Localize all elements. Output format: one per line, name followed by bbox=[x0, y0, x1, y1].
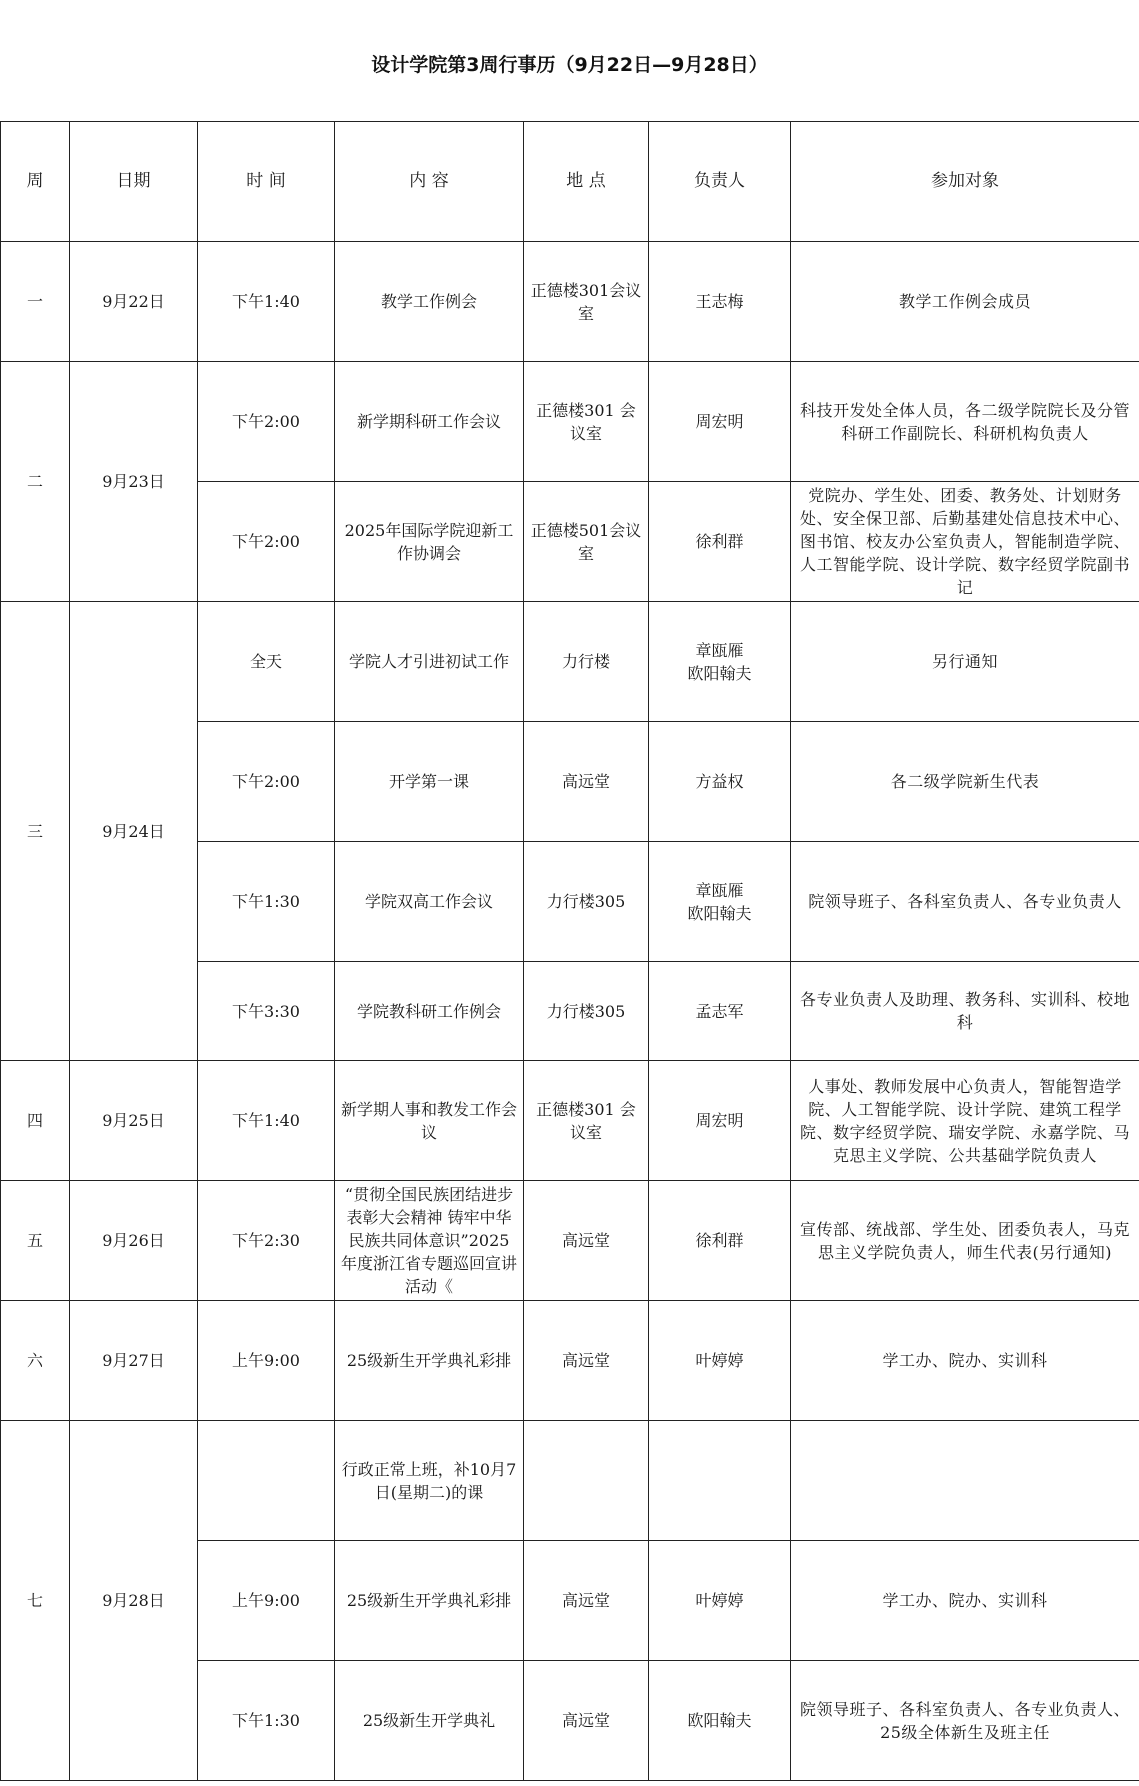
table-row bbox=[1, 362, 1139, 482]
time-cell: 下午2:30 bbox=[198, 1181, 335, 1301]
attendees-cell bbox=[791, 1421, 1139, 1541]
time-cell: 下午1:40 bbox=[198, 242, 335, 362]
place-cell: 高远堂 bbox=[524, 1661, 649, 1781]
attendees-cell: 院领导班子、各科室负责人、各专业负责人 bbox=[791, 842, 1139, 962]
date-cell: 9月26日 bbox=[70, 1181, 198, 1301]
owner-cell: 章瓯雁 欧阳翰夫 bbox=[649, 842, 791, 962]
week-cell: 二 bbox=[1, 362, 70, 602]
time-cell: 下午2:00 bbox=[198, 722, 335, 842]
table-row bbox=[1, 602, 1139, 722]
week-cell: 三 bbox=[1, 602, 70, 1061]
table-row bbox=[1, 1301, 1139, 1421]
week-cell: 一 bbox=[1, 242, 70, 362]
time-cell: 上午9:00 bbox=[198, 1301, 335, 1421]
time-cell: 下午3:30 bbox=[198, 962, 335, 1061]
attendees-cell: 人事处、教师发展中心负责人，智能智造学院、人工智能学院、设计学院、建筑工程学院、数字经贸学院、瑞安学院、永嘉学院、马克思主义学院、公共基础学院负责人 bbox=[791, 1061, 1139, 1181]
attendees-cell: 另行通知 bbox=[791, 602, 1139, 722]
place-cell: 力行楼305 bbox=[524, 962, 649, 1061]
owner-cell: 方益权 bbox=[649, 722, 791, 842]
header-row bbox=[1, 122, 1139, 242]
header-owner: 负责人 bbox=[649, 122, 791, 242]
owner-cell: 叶婷婷 bbox=[649, 1301, 791, 1421]
content-cell: 学院人才引进初试工作 bbox=[335, 602, 524, 722]
content-cell: 2025年国际学院迎新工作协调会 bbox=[335, 482, 524, 602]
attendees-cell: 各二级学院新生代表 bbox=[791, 722, 1139, 842]
header-week: 周 bbox=[1, 122, 70, 242]
owner-cell: 王志梅 bbox=[649, 242, 791, 362]
page-title: 设计学院第3周行事历（9月22日—9月28日） bbox=[371, 54, 768, 76]
place-cell: 正德楼301 会议室 bbox=[524, 1061, 649, 1181]
attendees-cell: 宣传部、统战部、学生处、团委负表人，马克思主义学院负责人，师生代表(另行通知) bbox=[791, 1181, 1139, 1301]
place-cell: 力行楼 bbox=[524, 602, 649, 722]
place-cell: 正德楼301会议室 bbox=[524, 242, 649, 362]
content-cell: 25级新生开学典礼彩排 bbox=[335, 1301, 524, 1421]
content-cell: 新学期科研工作会议 bbox=[335, 362, 524, 482]
week-cell: 五 bbox=[1, 1181, 70, 1301]
table-row bbox=[1, 242, 1139, 362]
time-cell: 下午1:30 bbox=[198, 1661, 335, 1781]
content-cell: 学院教科研工作例会 bbox=[335, 962, 524, 1061]
attendees-cell: 党院办、学生处、团委、教务处、计划财务处、安全保卫部、后勤基建处信息技术中心、图书馆、校友办公室负责人，智能制造学院、人工智能学院、设计学院、数字经贸学院副书记 bbox=[791, 482, 1139, 602]
content-cell: 25级新生开学典礼 bbox=[335, 1661, 524, 1781]
owner-cell: 徐利群 bbox=[649, 482, 791, 602]
time-cell: 全天 bbox=[198, 602, 335, 722]
date-cell: 9月25日 bbox=[70, 1061, 198, 1181]
time-cell bbox=[198, 1421, 335, 1541]
time-cell: 下午2:00 bbox=[198, 362, 335, 482]
header-content: 内 容 bbox=[335, 122, 524, 242]
date-cell: 9月22日 bbox=[70, 242, 198, 362]
place-cell: 高远堂 bbox=[524, 722, 649, 842]
attendees-cell: 教学工作例会成员 bbox=[791, 242, 1139, 362]
table-row bbox=[1, 1421, 1139, 1541]
time-cell: 下午1:30 bbox=[198, 842, 335, 962]
place-cell: 高远堂 bbox=[524, 1301, 649, 1421]
place-cell: 高远堂 bbox=[524, 1181, 649, 1301]
owner-cell bbox=[649, 1421, 791, 1541]
attendees-cell: 院领导班子、各科室负责人、各专业负责人、25级全体新生及班主任 bbox=[791, 1661, 1139, 1781]
time-cell: 下午2:00 bbox=[198, 482, 335, 602]
date-cell: 9月23日 bbox=[70, 362, 198, 602]
week-cell: 七 bbox=[1, 1421, 70, 1781]
schedule-table bbox=[0, 121, 1139, 1781]
date-cell: 9月27日 bbox=[70, 1301, 198, 1421]
owner-cell: 孟志军 bbox=[649, 962, 791, 1061]
content-cell: 教学工作例会 bbox=[335, 242, 524, 362]
owner-cell: 徐利群 bbox=[649, 1181, 791, 1301]
header-date: 日期 bbox=[70, 122, 198, 242]
owner-cell: 周宏明 bbox=[649, 1061, 791, 1181]
owner-cell: 周宏明 bbox=[649, 362, 791, 482]
header-time: 时 间 bbox=[198, 122, 335, 242]
header-place: 地 点 bbox=[524, 122, 649, 242]
header-attendees: 参加对象 bbox=[791, 122, 1139, 242]
attendees-cell: 学工办、院办、实训科 bbox=[791, 1541, 1139, 1661]
time-cell: 下午1:40 bbox=[198, 1061, 335, 1181]
content-cell: 开学第一课 bbox=[335, 722, 524, 842]
place-cell: 高远堂 bbox=[524, 1541, 649, 1661]
content-cell: 学院双高工作会议 bbox=[335, 842, 524, 962]
date-cell: 9月24日 bbox=[70, 602, 198, 1061]
table-row bbox=[1, 1061, 1139, 1181]
place-cell: 力行楼305 bbox=[524, 842, 649, 962]
week-cell: 四 bbox=[1, 1061, 70, 1181]
place-cell: 正德楼301 会议室 bbox=[524, 362, 649, 482]
owner-cell: 叶婷婷 bbox=[649, 1541, 791, 1661]
table-row bbox=[1, 1181, 1139, 1301]
place-cell bbox=[524, 1421, 649, 1541]
content-cell: 25级新生开学典礼彩排 bbox=[335, 1541, 524, 1661]
week-cell: 六 bbox=[1, 1301, 70, 1421]
content-cell: “贯彻全国民族团结进步表彰大会精神 铸牢中华民族共同体意识”2025 年度浙江省专题巡回宣讲活动《 bbox=[335, 1181, 524, 1301]
attendees-cell: 科技开发处全体人员，各二级学院院长及分管科研工作副院长、科研机构负责人 bbox=[791, 362, 1139, 482]
content-cell: 行政正常上班，补10月7日(星期二)的课 bbox=[335, 1421, 524, 1541]
content-cell: 新学期人事和教发工作会议 bbox=[335, 1061, 524, 1181]
attendees-cell: 各专业负责人及助理、教务科、实训科、校地科 bbox=[791, 962, 1139, 1061]
owner-cell: 欧阳翰夫 bbox=[649, 1661, 791, 1781]
place-cell: 正德楼501会议室 bbox=[524, 482, 649, 602]
owner-cell: 章瓯雁 欧阳翰夫 bbox=[649, 602, 791, 722]
attendees-cell: 学工办、院办、实训科 bbox=[791, 1301, 1139, 1421]
time-cell: 上午9:00 bbox=[198, 1541, 335, 1661]
date-cell: 9月28日 bbox=[70, 1421, 198, 1781]
